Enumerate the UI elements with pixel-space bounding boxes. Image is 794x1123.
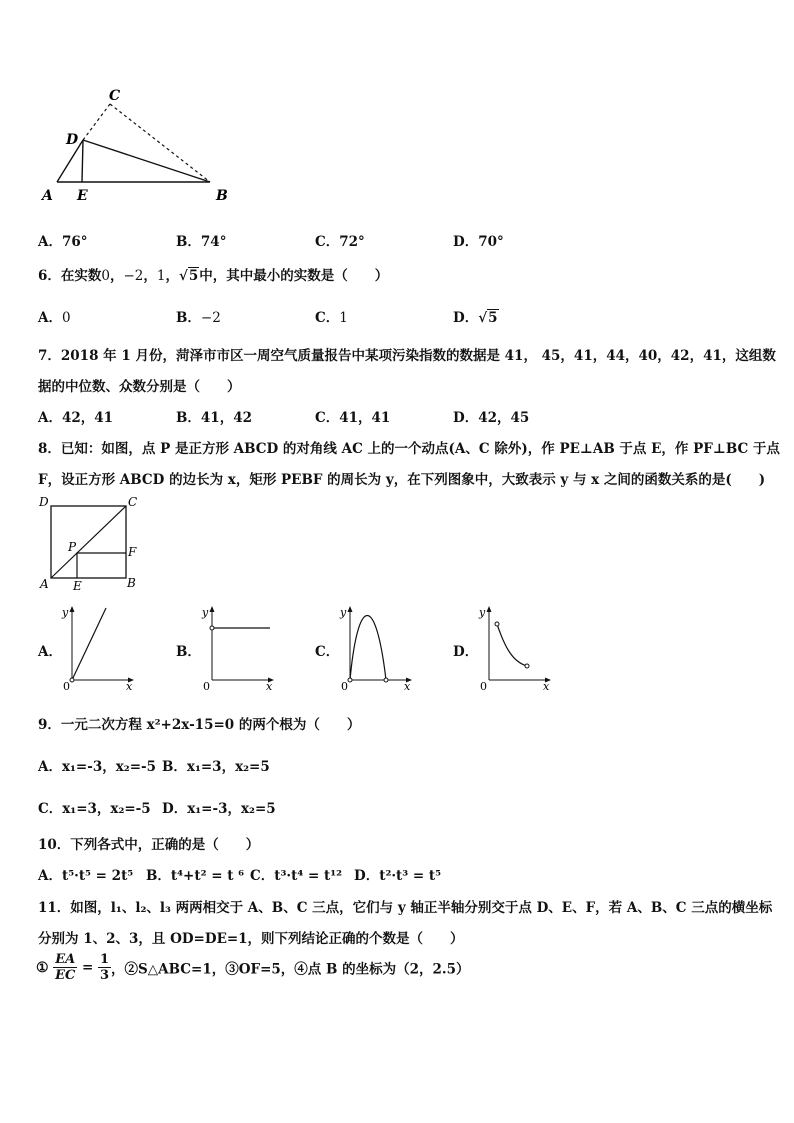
graph-line [72, 608, 106, 680]
origin-label: 0 [341, 680, 348, 692]
q11-statements-rest: ，②S△ABC=1，③OF=5，④点 B 的坐标为（2，2.5） [111, 961, 470, 978]
fraction-ea-ec: $\frac{EA}{EC}$ [55, 952, 76, 983]
open-point [70, 678, 74, 682]
dashed-DC [83, 104, 110, 140]
q8-graph-label-a: A． [38, 644, 62, 660]
q6-option-d: D．√5 [453, 310, 498, 326]
q5-option-a: A．76° [38, 234, 88, 250]
q7-option-b: B．41，42 [176, 410, 252, 426]
diagonal-AC [51, 506, 126, 578]
square-figure-q8 [36, 494, 146, 594]
sqrt-5-option: √5 [478, 310, 498, 326]
label-B: B [127, 576, 136, 590]
q8-graph-label-d: D． [453, 644, 479, 660]
q6-option-c: C．1 [315, 310, 348, 326]
x-label: x [404, 680, 411, 692]
origin-label: 0 [203, 680, 210, 692]
open-point-left [348, 678, 352, 682]
open-point [210, 626, 214, 630]
segment-DE [82, 140, 83, 182]
label-P: P [68, 540, 77, 554]
q11-statements [36, 952, 470, 983]
sqrt-5: √5 [179, 268, 199, 284]
y-axis-arrow [348, 606, 353, 612]
y-label: y [340, 606, 347, 619]
label-C: C [109, 88, 121, 104]
graph-option-a [58, 604, 138, 692]
q8-graph-label-b: B． [176, 644, 201, 660]
q9-option-a: A．x₁=-3，x₂=-5 [38, 759, 157, 775]
x-label: x [126, 680, 133, 692]
rectangle-PEBF [77, 553, 126, 578]
graph-curve [497, 624, 527, 666]
num-1: 1 [156, 268, 166, 284]
label-F: F [128, 545, 137, 559]
num-neg2: −2 [123, 268, 144, 284]
q9-stem: 9．一元二次方程 x²+2x-15=0 的两个根为（ ） [38, 717, 361, 733]
q9-option-d: D．x₁=-3，x₂=5 [162, 801, 276, 817]
q8-graph-label-c: C． [315, 644, 340, 660]
y-axis-arrow [210, 606, 215, 612]
q9-option-b: B．x₁=3，x₂=5 [162, 759, 270, 775]
q5-option-b: B．74° [176, 234, 227, 250]
x-label: x [543, 680, 550, 692]
fraction-1-3: $\frac{1}{3}$ [99, 952, 110, 983]
num-0: 0 [101, 268, 110, 284]
q9-option-c: C．x₁=3，x₂=-5 [38, 801, 151, 817]
q10-option-c: C．t³·t⁴ = t¹² [250, 868, 343, 884]
x-label: x [266, 680, 273, 692]
q6-option-b: B．−2 [176, 310, 221, 326]
q6-stem: 6．在实数0，−2，1，√5中，其中最小的实数是（ ） [38, 268, 389, 284]
equals: = [81, 959, 94, 976]
label-C: C [128, 495, 138, 509]
y-axis-arrow [487, 606, 492, 612]
y-label: y [479, 606, 486, 619]
q7-stem-line2: 据的中位数、众数分别是（ ） [38, 379, 241, 395]
q7-stem-line1: 7．2018 年 1 月份，菏泽市市区一周空气质量报告中某项污染指数的数据是 41， 45，41，44，40，42，41，这组数 [38, 348, 776, 364]
open-point-bottom [525, 664, 529, 668]
q7-option-d: D．42，45 [453, 410, 530, 426]
graph-option-b [198, 604, 278, 692]
y-axis-arrow [70, 606, 75, 612]
label-A: A [40, 577, 49, 591]
label-D: D [39, 495, 49, 509]
label-D: D [66, 132, 79, 148]
y-label: y [202, 606, 209, 619]
origin-label: 0 [63, 680, 70, 692]
graph-option-d [475, 604, 555, 692]
label-A: A [42, 188, 53, 204]
q7-option-a: A．42，41 [38, 410, 114, 426]
q7-option-c: C．41，41 [315, 410, 391, 426]
q10-option-b: B．t⁴+t² = t ⁶ [146, 868, 245, 884]
q10-option-d: D．t²·t³ = t⁵ [354, 868, 442, 884]
segment-DB [83, 140, 210, 182]
q11-stem-line1: 11．如图，l₁、l₂、l₃ 两两相交于 A、B、C 三点，它们与 y 轴正半轴分别交于点 D、E、F，若 A、B、C 三点的横坐标 [38, 900, 773, 916]
q10-option-a: A．t⁵·t⁵ = 2t⁵ [38, 868, 134, 884]
q8-stem-line1: 8．已知：如图，点 P 是正方形 ABCD 的对角线 AC 上的一个动点(A、C 除外)，作 PE⊥AB 于点 E，作 PF⊥BC 于点 [38, 441, 780, 457]
q10-stem: 10．下列各式中，正确的是（ ） [38, 837, 260, 853]
graph-curve [350, 616, 386, 681]
graph-option-c [336, 604, 416, 692]
triangle-figure-q5 [30, 80, 240, 210]
q6-option-a: A．0 [38, 310, 71, 326]
open-point-top [495, 622, 499, 626]
dashed-CB [110, 104, 210, 182]
circled-1: ① [36, 959, 49, 976]
open-point-right [384, 678, 388, 682]
q8-stem-line2: F，设正方形 ABCD 的边长为 x，矩形 PEBF 的周长为 y，在下列图象中，大致表示 y 与 x 之间的函数关系的是( ) [38, 472, 766, 488]
q5-option-c: C．72° [315, 234, 365, 250]
label-E: E [73, 579, 82, 593]
y-label: y [62, 606, 69, 619]
q11-stem-line2: 分别为 1、2、3，且 OD=DE=1，则下列结论正确的个数是（ ） [38, 931, 464, 947]
label-B: B [216, 188, 228, 204]
origin-label: 0 [480, 680, 487, 692]
label-E: E [77, 188, 88, 204]
q5-option-d: D．70° [453, 234, 504, 250]
